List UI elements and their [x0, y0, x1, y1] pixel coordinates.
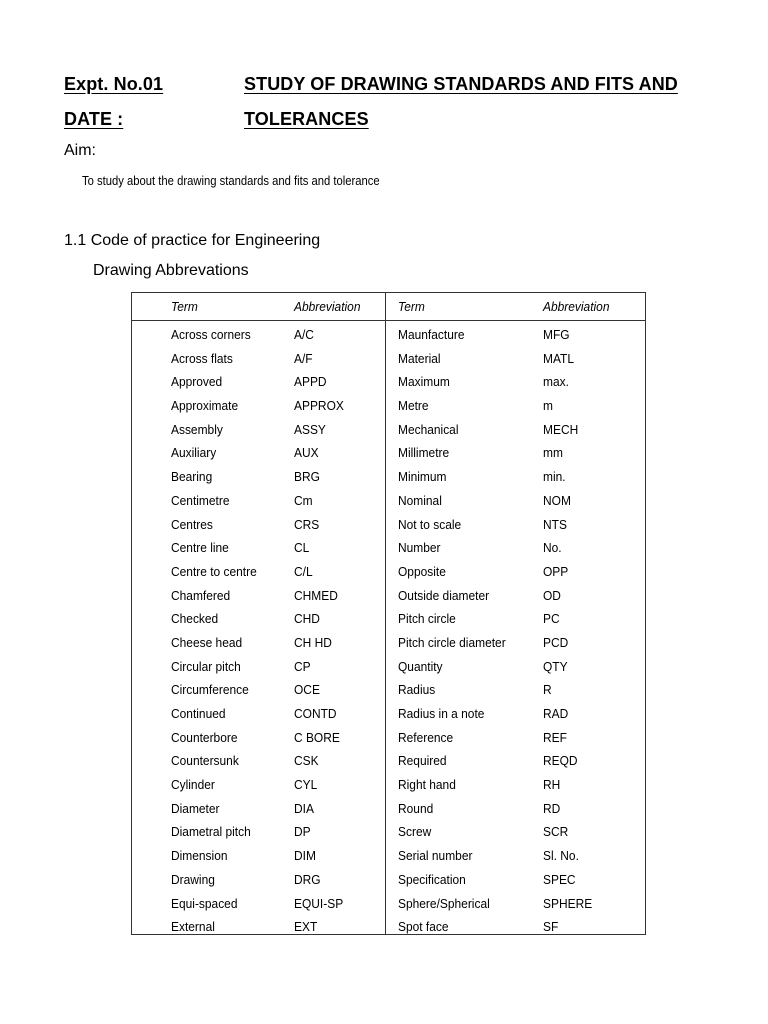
cell-abbreviation-left: CH HD [294, 634, 332, 650]
cell-abbreviation-right: SPHERE [543, 895, 593, 911]
document-title-line-2: TOLERANCES [244, 109, 369, 129]
cell-abbreviation-left: DIA [294, 800, 314, 816]
table-row [132, 749, 645, 773]
table-row [132, 773, 645, 797]
cell-abbreviation-right: SF [543, 919, 559, 935]
cell-term-right: Nominal [398, 492, 442, 508]
cell-term-left: Centre line [171, 540, 229, 556]
table-row [132, 702, 645, 726]
cell-term-right: Right hand [398, 777, 456, 793]
cell-abbreviation-left: OCE [294, 682, 320, 698]
cell-term-left: Assembly [171, 421, 223, 437]
cell-abbreviation-right: MECH [543, 421, 579, 437]
cell-abbreviation-right: REQD [543, 753, 578, 769]
cell-term-right: Metre [398, 398, 429, 414]
table-row [132, 489, 645, 513]
cell-term-left: Equi-spaced [171, 895, 238, 911]
cell-abbreviation-left: C/L [294, 563, 313, 579]
cell-abbreviation-left: EXT [294, 919, 318, 935]
cell-term-right: Number [398, 540, 441, 556]
cell-term-left: Bearing [171, 469, 213, 485]
table-row [132, 323, 645, 347]
cell-term-right: Pitch circle diameter [398, 634, 506, 650]
cell-abbreviation-right: SPEC [543, 871, 576, 887]
cell-abbreviation-left: DRG [294, 871, 321, 887]
cell-term-left: Centre to centre [171, 563, 257, 579]
cell-abbreviation-left: BRG [294, 469, 320, 485]
date-label: DATE : [64, 109, 124, 129]
cell-term-left: External [171, 919, 215, 935]
cell-abbreviation-right: MATL [543, 350, 575, 366]
table-row [132, 868, 645, 892]
cell-term-left: Diameter [171, 800, 220, 816]
table-row [132, 441, 645, 465]
cell-term-right: Maximum [398, 374, 450, 390]
cell-term-left: Continued [171, 706, 226, 721]
experiment-number: Expt. No.01 [64, 74, 164, 94]
cell-abbreviation-left: APPROX [294, 398, 344, 414]
cell-term-right: Material [398, 350, 441, 366]
header-term-right: Term [398, 299, 425, 314]
cell-abbreviation-right: PCD [543, 634, 569, 650]
cell-term-left: Drawing [171, 871, 215, 887]
table-row [132, 726, 645, 750]
table-row [132, 536, 645, 560]
cell-abbreviation-right: MFG [543, 327, 570, 342]
cell-term-left: Chamfered [171, 587, 231, 603]
table-row [132, 347, 645, 371]
cell-abbreviation-left: CONTD [294, 706, 337, 721]
table-row [132, 513, 645, 537]
cell-abbreviation-right: max. [543, 374, 569, 390]
table-row [132, 631, 645, 655]
table-row [132, 607, 645, 631]
aim-text: To study about the drawing standards and fits and tolerance [82, 174, 380, 188]
cell-abbreviation-left: ASSY [294, 421, 326, 437]
table-row [132, 465, 645, 489]
cell-term-right: Outside diameter [398, 587, 490, 603]
cell-abbreviation-left: AUX [294, 445, 319, 461]
cell-abbreviation-right: QTY [543, 658, 568, 674]
cell-term-right: Millimetre [398, 445, 450, 461]
section-heading: 1.1 Code of practice for Engineering [64, 232, 321, 249]
cell-term-right: Round [398, 800, 434, 816]
cell-term-right: Specification [398, 871, 466, 887]
cell-term-left: Circular pitch [171, 658, 241, 674]
cell-abbreviation-left: C BORE [294, 729, 340, 745]
table-header-divider [132, 320, 645, 321]
cell-abbreviation-right: SCR [543, 824, 569, 840]
cell-abbreviation-left: CP [294, 658, 311, 674]
cell-term-right: Serial number [398, 848, 473, 864]
header-term-left: Term [171, 299, 198, 314]
cell-term-left: Dimension [171, 848, 228, 864]
cell-abbreviation-right: mm [543, 445, 563, 461]
table-row [132, 394, 645, 418]
cell-term-left: Diametral pitch [171, 824, 251, 840]
cell-abbreviation-right: min. [543, 469, 566, 485]
cell-term-left: Across flats [171, 350, 233, 366]
table-row [132, 560, 645, 584]
header-abbreviation-right: Abbreviation [543, 299, 610, 314]
cell-abbreviation-left: CSK [294, 753, 319, 769]
cell-term-left: Auxiliary [171, 445, 217, 461]
cell-abbreviation-right: REF [543, 729, 567, 745]
cell-abbreviation-left: DP [294, 824, 311, 840]
cell-abbreviation-right: No. [543, 540, 562, 556]
cell-abbreviation-right: RAD [543, 706, 569, 721]
cell-term-right: Radius [398, 682, 436, 698]
cell-term-left: Across corners [171, 327, 251, 342]
cell-abbreviation-left: CYL [294, 777, 318, 793]
cell-abbreviation-left: EQUI-SP [294, 895, 344, 911]
cell-term-left: Cylinder [171, 777, 215, 793]
table-row [132, 655, 645, 679]
cell-term-right: Radius in a note [398, 706, 485, 721]
cell-term-left: Cheese head [171, 634, 243, 650]
cell-abbreviation-left: A/F [294, 350, 313, 366]
cell-abbreviation-right: R [543, 682, 552, 698]
cell-term-right: Pitch circle [398, 611, 456, 627]
cell-term-right: Sphere/Spherical [398, 895, 490, 911]
cell-abbreviation-left: A/C [294, 327, 314, 342]
table-row [132, 584, 645, 608]
cell-term-right: Minimum [398, 469, 447, 485]
cell-term-right: Reference [398, 729, 454, 745]
cell-term-right: Not to scale [398, 516, 462, 532]
cell-term-right: Quantity [398, 658, 443, 674]
cell-abbreviation-left: CL [294, 540, 310, 556]
document-title-line-1: STUDY OF DRAWING STANDARDS AND FITS AND [244, 74, 678, 94]
cell-abbreviation-left: CHMED [294, 587, 338, 603]
header-abbreviation-left: Abbreviation [294, 299, 361, 314]
cell-abbreviation-right: PC [543, 611, 560, 627]
cell-term-right: Maunfacture [398, 327, 465, 342]
cell-term-left: Counterbore [171, 729, 238, 745]
table-row [132, 370, 645, 394]
cell-abbreviation-left: DIM [294, 848, 316, 864]
table-row [132, 892, 645, 916]
cell-abbreviation-right: m [543, 398, 553, 414]
table-body [132, 323, 645, 939]
table-row [132, 820, 645, 844]
cell-abbreviation-right: OPP [543, 563, 569, 579]
cell-term-left: Approximate [171, 398, 239, 414]
cell-abbreviation-right: NTS [543, 516, 567, 532]
cell-abbreviation-right: Sl. No. [543, 848, 579, 864]
cell-term-left: Checked [171, 611, 219, 627]
cell-abbreviation-right: RD [543, 800, 561, 816]
cell-term-left: Circumference [171, 682, 249, 698]
cell-abbreviation-left: APPD [294, 374, 327, 390]
table-row [132, 915, 645, 939]
cell-abbreviation-right: RH [543, 777, 561, 793]
table-row [132, 418, 645, 442]
cell-term-left: Countersunk [171, 753, 239, 769]
cell-abbreviation-right: OD [543, 587, 561, 603]
cell-term-right: Opposite [398, 563, 446, 579]
cell-term-right: Mechanical [398, 421, 459, 437]
table-row [132, 844, 645, 868]
table-row [132, 678, 645, 702]
cell-abbreviation-left: CRS [294, 516, 320, 532]
cell-abbreviation-left: CHD [294, 611, 320, 627]
cell-abbreviation-right: NOM [543, 492, 571, 508]
abbreviations-table [131, 292, 646, 935]
aim-label: Aim: [64, 142, 96, 159]
cell-abbreviation-left: Cm [294, 492, 313, 508]
section-subheading: Drawing Abbrevations [93, 262, 249, 279]
cell-term-right: Spot face [398, 919, 449, 935]
table-row [132, 797, 645, 821]
cell-term-right: Screw [398, 824, 432, 840]
cell-term-left: Approved [171, 374, 223, 390]
cell-term-left: Centimetre [171, 492, 230, 508]
cell-term-left: Centres [171, 516, 213, 532]
cell-term-right: Required [398, 753, 447, 769]
